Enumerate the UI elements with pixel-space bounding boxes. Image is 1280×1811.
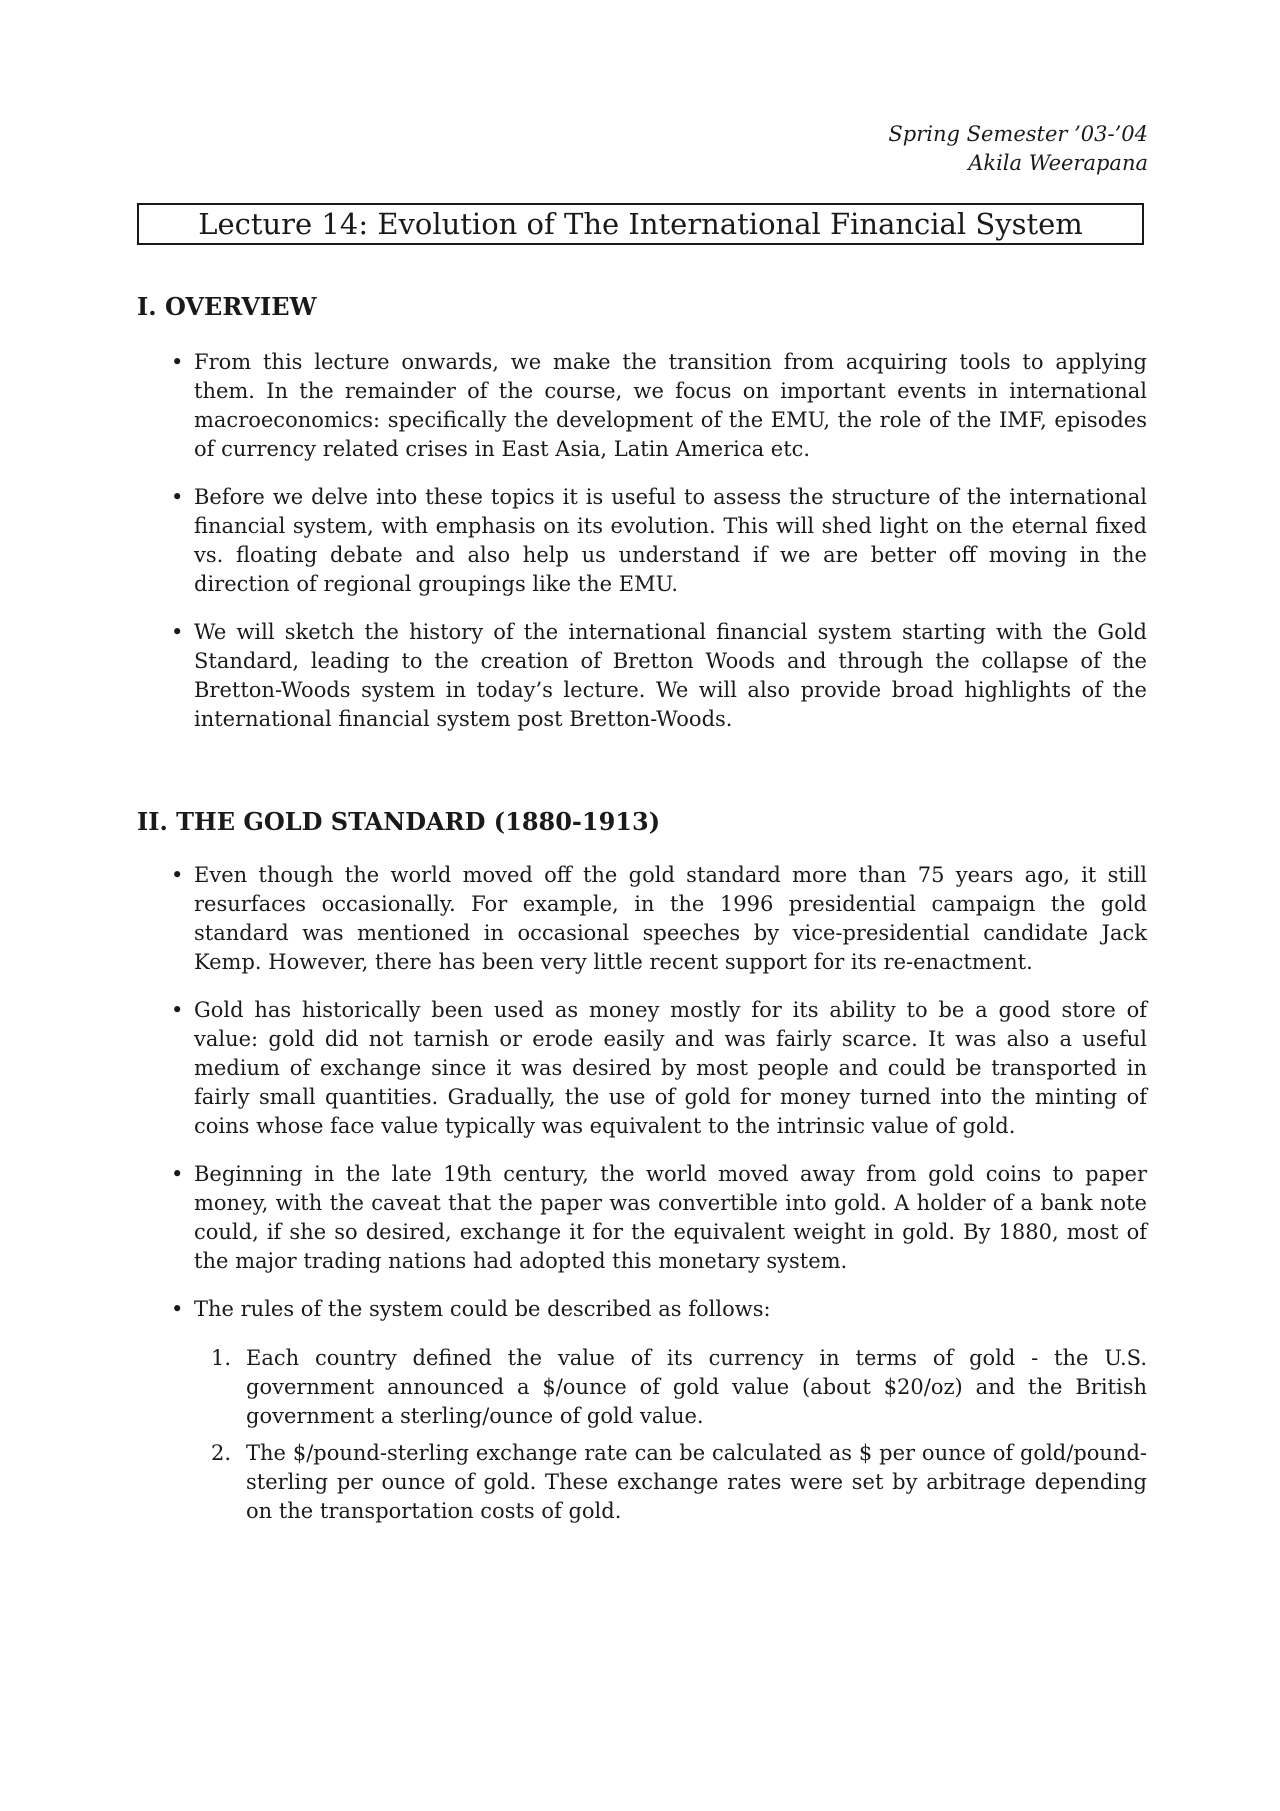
list-item-text: Before we delve into these topics it is useful to assess the structure of the international financial system, with emphasis on its evolution. This will shed light on the eternal fixed vs. floating debate and also help us understand if we are better off moving in the direction of regional groupings like the EMU. [194,485,1147,596]
header-meta [888,120,1148,178]
list-item-text: From this lecture onwards, we make the transition from acquiring tools to applying them. In the remainder of the course, we focus on important events in international macroeconomics: specifically the development of the EMU, the role of the IMF, episodes of currency related crises in East Asia, Latin America etc. [194,350,1147,461]
rule-number: 1. [211,1346,232,1370]
lecture-title-box [137,203,1144,245]
lecture-title: Lecture 14: Evolution of The International Financial System [198,207,1083,241]
rule-item [194,1344,1147,1431]
list-item-text: We will sketch the history of the international financial system starting with the Gold Standard, leading to the creation of Bretton Woods and through the collapse of the Bretton-Woods system in today’s lecture. We will also provide broad highlights of the international financial system post Bretton-Woods. [194,620,1147,731]
bullet-icon: • [171,1297,184,1321]
rules-numbered-list [194,1344,1147,1526]
list-item [137,996,1147,1141]
overview-bullet-list [137,348,1147,753]
section-heading-overview: I. OVERVIEW [137,292,317,321]
list-item-text: The rules of the system could be described as follows: [194,1297,771,1321]
list-item [137,1160,1147,1276]
rule-text: Each country defined the value of its currency in terms of gold - the U.S. government announced a $/ounce of gold value (about $20/oz) and the British government a sterling/ounce of gold value. [246,1346,1147,1428]
bullet-icon: • [171,1162,184,1186]
list-item-text: Gold has historically been used as money mostly for its ability to be a good store of value: gold did not tarnish or erode easily and was fairly scarce. It was also a useful medium of exchange since it was desired by most people and could be transported in fairly small quantities. Gradually, the use of gold for money turned into the minting of coins whose face value typically was equivalent to the intrinsic value of gold. [194,998,1147,1138]
rule-text: The $/pound-sterling exchange rate can be calculated as $ per ounce of gold/pound-sterling per ounce of gold. These exchange rates were set by arbitrage depending on the transportation costs of gold. [246,1441,1147,1523]
list-item [137,1295,1147,1526]
section-heading-gold-standard: II. THE GOLD STANDARD (1880-1913) [137,807,661,836]
bullet-icon: • [171,998,184,1022]
bullet-icon: • [171,620,184,644]
list-item [137,348,1147,464]
bullet-icon: • [171,863,184,887]
gold-standard-bullet-list [137,861,1147,1545]
rule-item [194,1439,1147,1526]
rule-number: 2. [211,1441,232,1465]
list-item [137,861,1147,977]
semester-label: Spring Semester ’03-’04 [888,122,1148,146]
bullet-icon: • [171,350,184,374]
list-item [137,618,1147,734]
list-item-text: Even though the world moved off the gold standard more than 75 years ago, it still resurfaces occasionally. For example, in the 1996 presidential campaign the gold standard was mentioned in occasional speeches by vice-presidential candidate Jack Kemp. However, there has been very little recent support for its re-enactment. [194,863,1147,974]
bullet-icon: • [171,485,184,509]
list-item-text: Beginning in the late 19th century, the world moved away from gold coins to paper money, with the caveat that the paper was convertible into gold. A holder of a bank note could, if she so desired, exchange it for the equivalent weight in gold. By 1880, most of the major trading nations had adopted this monetary system. [194,1162,1147,1273]
list-item [137,483,1147,599]
author-name: Akila Weerapana [968,151,1148,175]
